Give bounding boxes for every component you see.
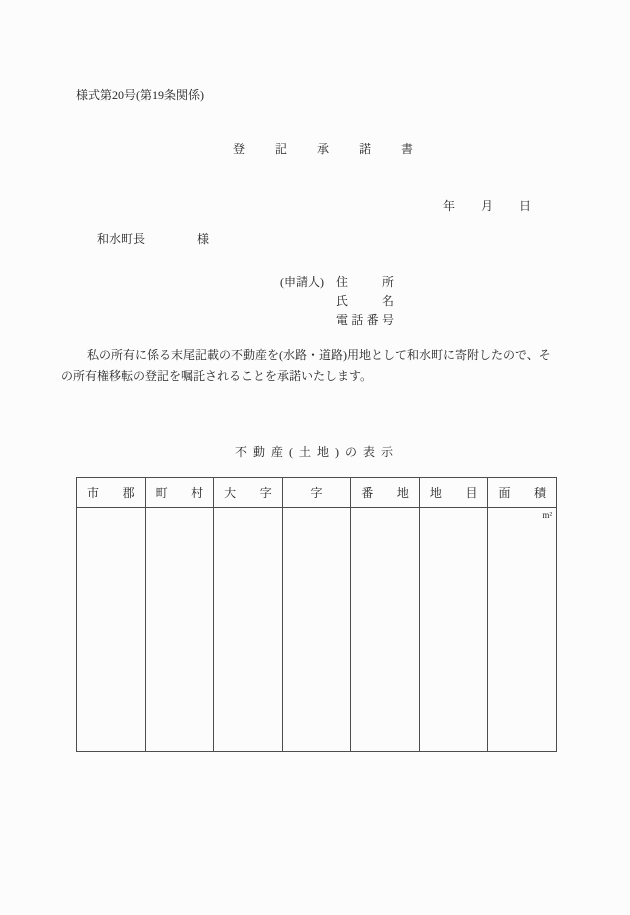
date-part: 年: [443, 199, 456, 213]
addressee-honorific: 様: [197, 232, 210, 246]
cell-menseki: [488, 508, 556, 751]
addressee-line: [97, 230, 209, 247]
cell-shi-gun: [77, 508, 146, 751]
cell-chimoku: [420, 508, 489, 751]
land-table: [76, 477, 557, 752]
applicant-label: (申請人): [280, 275, 324, 289]
applicant-field-label: 氏 名: [336, 294, 394, 308]
applicant-field-label: 住 所: [336, 275, 394, 289]
table-caption: 不動産(土地)の表示: [235, 445, 399, 459]
col-header-menseki: 面 積: [498, 486, 547, 500]
cell-banchi: [351, 508, 420, 751]
date-part: 日: [519, 199, 532, 213]
cell-oaza: [214, 508, 283, 751]
addressee-name: 和水町長: [97, 232, 146, 246]
col-header-chimoku: 地 目: [420, 478, 489, 507]
col-header-oaza: 大 字: [214, 478, 283, 507]
applicant-block: [280, 273, 394, 330]
applicant-field-label: 電 話 番 号: [336, 313, 394, 327]
document-title: 登記承諾書: [233, 142, 444, 156]
col-header-banchi: 番 地: [351, 478, 420, 507]
col-header-aza: 字: [283, 478, 352, 507]
body-paragraph: 私の所有に係る末尾記載の不動産を(水路・道路)用地として和水町に寄附したので、そ の所有権移転の登記を嘱託されることを承諾いたします。: [61, 348, 551, 383]
date-line: [443, 197, 531, 214]
form-number: 様式第20号(第19条関係): [76, 88, 204, 102]
cell-aza: [283, 508, 352, 751]
area-unit: m²: [542, 510, 553, 520]
cell-cho-son: [146, 508, 215, 751]
table-body-row: [77, 508, 556, 751]
col-header-shi-gun: 市 郡: [77, 478, 146, 507]
applicant-fields: [336, 273, 394, 330]
col-header-cho-son: 町 村: [146, 478, 215, 507]
date-part: 月: [481, 199, 494, 213]
table-header-row: [77, 478, 556, 508]
